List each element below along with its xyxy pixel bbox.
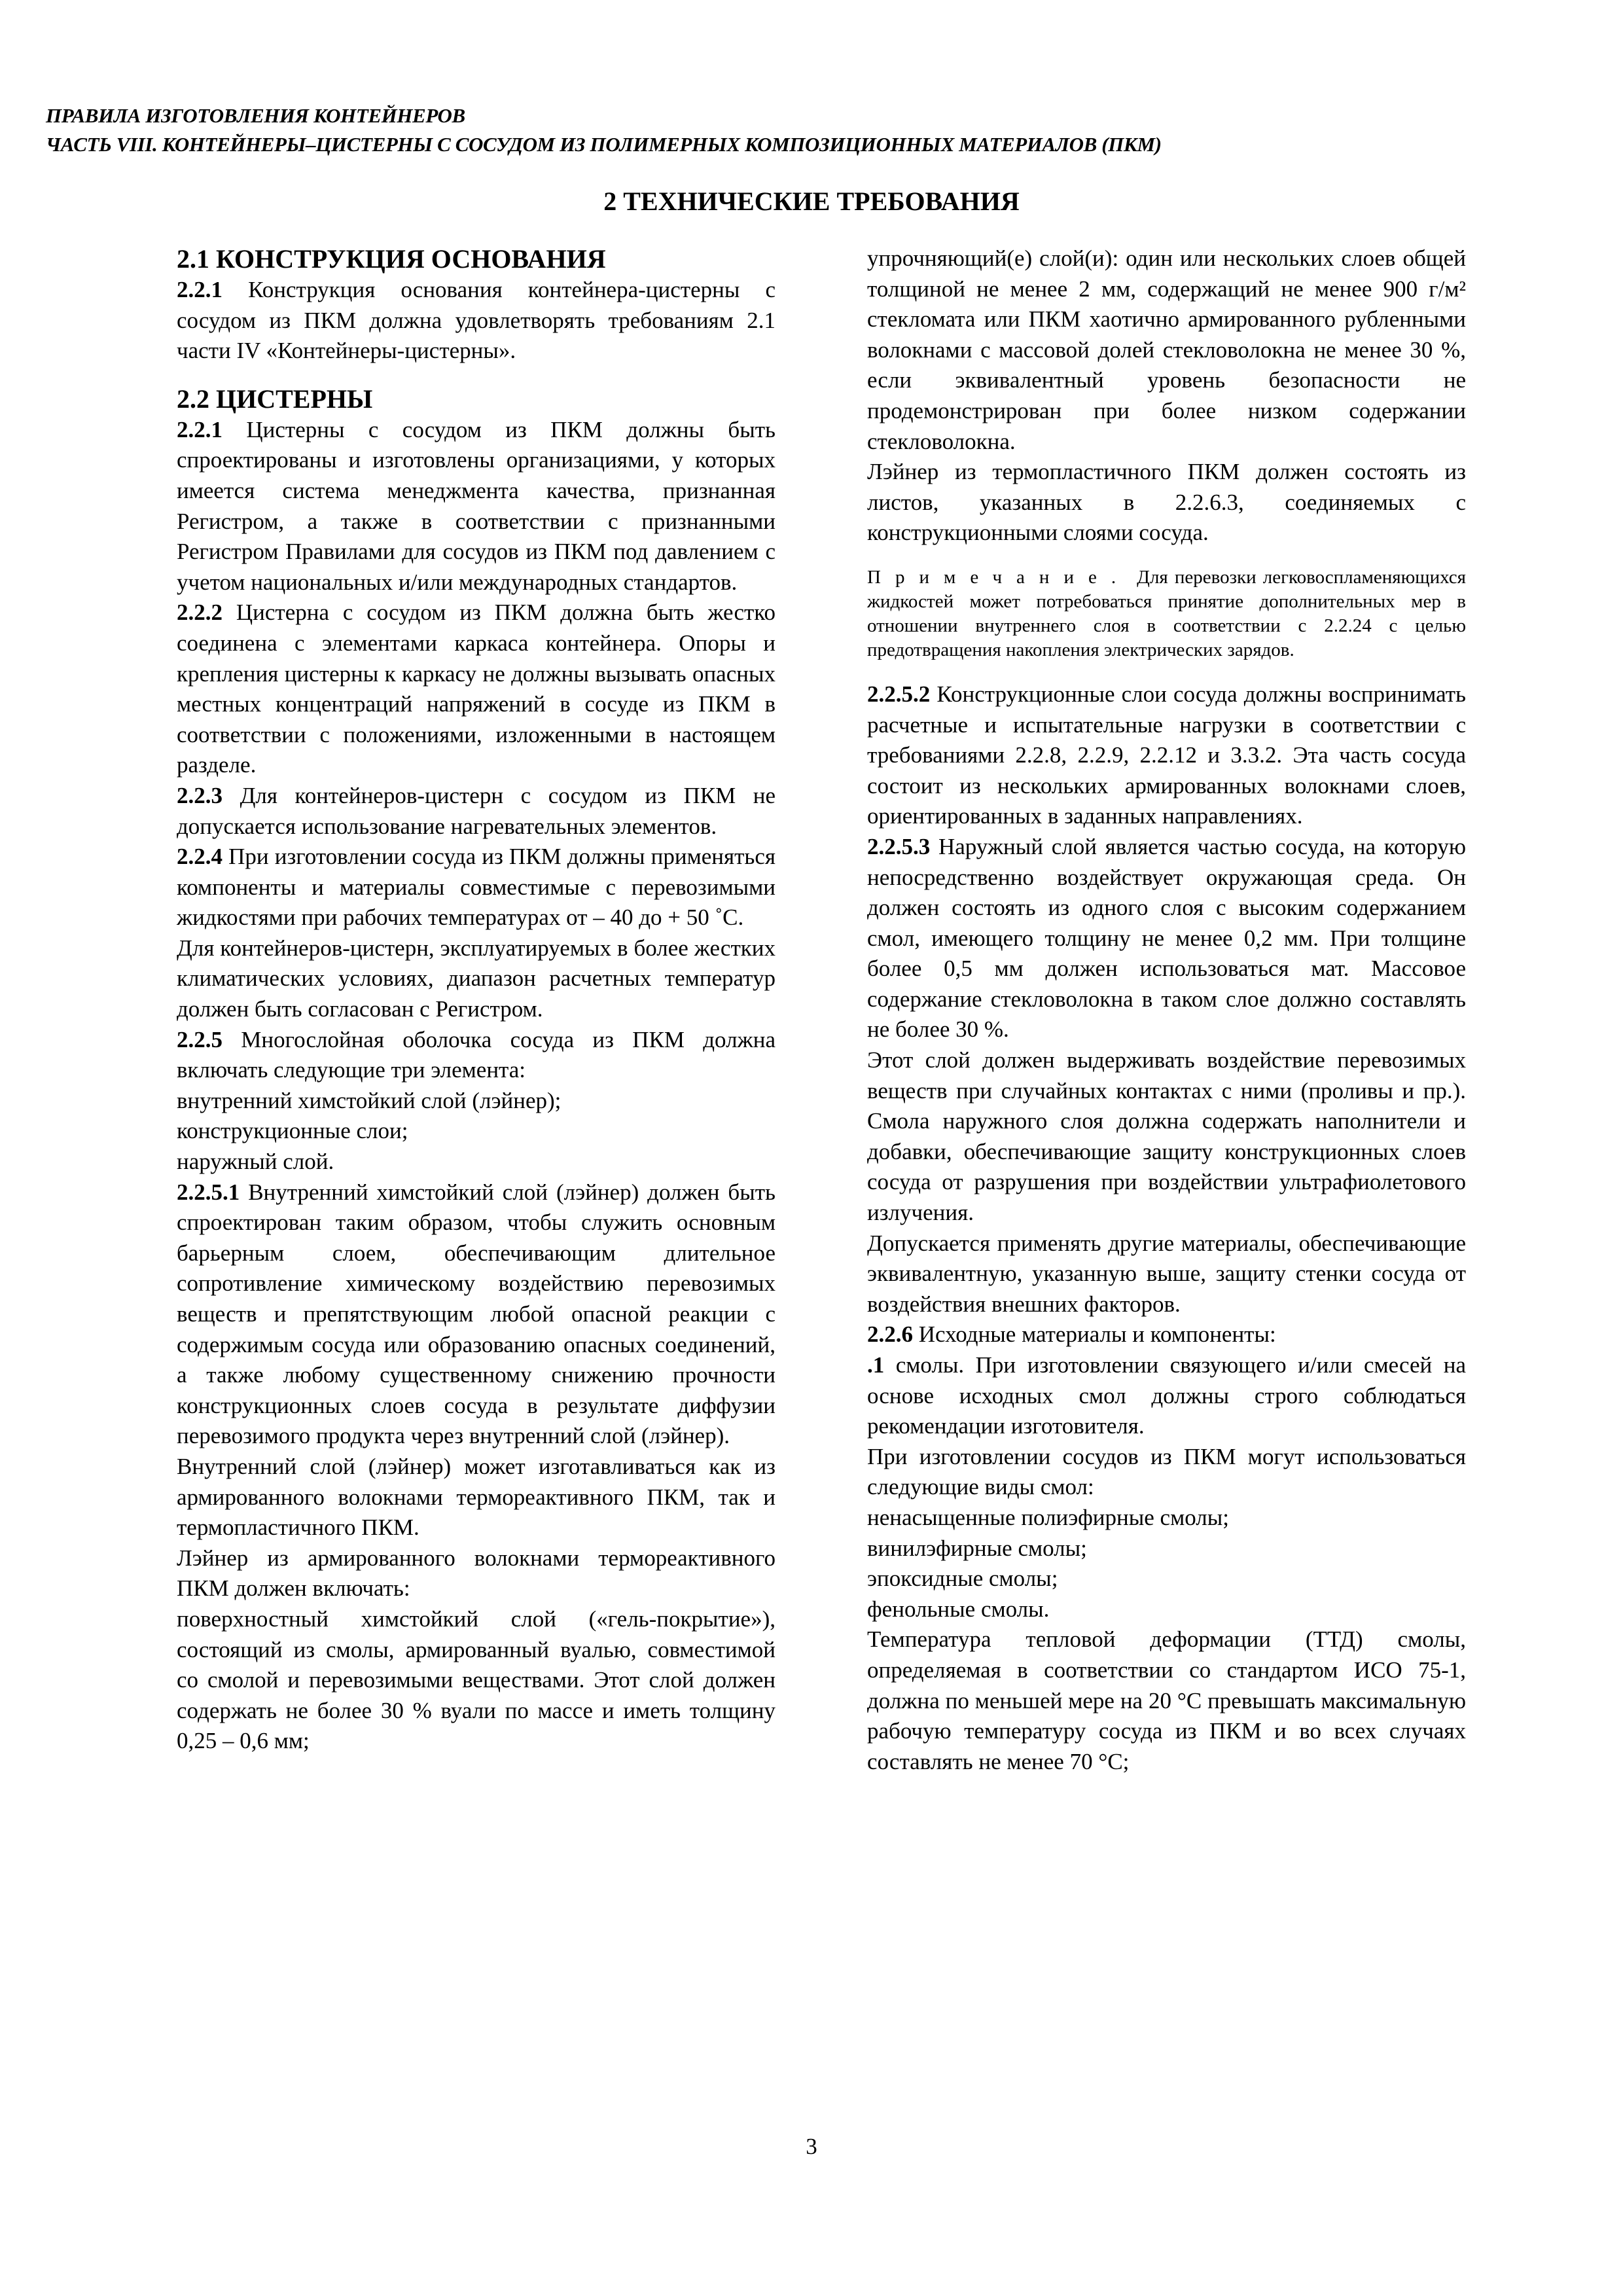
paragraph-2-2-5-1-c: Лэйнер из армированного волокнами термореактивного ПКМ должен включать: [177,1545,776,1602]
clause-text: Исходные материалы и компоненты: [918,1321,1276,1348]
clause-number: 2.2.2 [177,600,223,626]
paragraph-2-2-5-3-c: Допускается применять другие материалы, обеспечивающие эквивалентную, указанную выше, защиту стенки сосуда от воздействия внешних факторов. [867,1230,1466,1317]
clause-number: 2.2.6 [867,1321,913,1348]
page-number: 3 [806,2134,817,2159]
header-part-title: ЧАСТЬ VIII. КОНТЕЙНЕРЫ–ЦИСТЕРНЫ С СОСУДОМ ИЗ ПОЛИМЕРНЫХ КОМПОЗИЦИОННЫХ МАТЕРИАЛОВ (ПКМ) [46,133,1162,156]
clause-text: Конструкционные слои сосуда должны воспринимать расчетные и испытательные нагрузки в соответствии с требованиями 2.2.8, 2.2.9, 2.2.12 и 3.3.2. Эта часть сосуда состоит из нескольких армированных волокнами слоев, ориентированных в заданных направлениях. [867,681,1467,829]
note-label: Примечание. [867,566,1131,588]
clause-number: 2.2.1 [177,277,223,302]
paragraph-2-2-2 [177,598,776,781]
clause-number: 2.2.5.2 [867,681,931,707]
paragraph-reinforcing-layer: упрочняющий(е) слой(и): один или нескольких слоев общей толщиной не менее 2 мм, содержащий не менее 900 г/м² стекломата или ПКМ хаотично армированного рубленными волокнами с массовой долей стекловолокна не менее 30 %, если эквивалентный уровень безопасности не продемонстрирован при более низком содержании стекловолокна. [867,245,1466,454]
paragraph-2-2-6-1 [867,1350,1466,1442]
paragraph-2-2-5 [177,1025,776,1086]
paragraph-2-2-6 [867,1319,1466,1350]
paragraph-2-2-5-3-b: Этот слой должен выдерживать воздействие перевозимых веществ при случайных контактах с ними (проливы и пр.). Смола наружного слоя должна содержать наполнители и добавки, обеспечивающие защиту конструкционных слоев сосуда от разрушения при воздействии ультрафиолетового излучения. [867,1047,1466,1226]
paragraph-2-2-5-2 [867,679,1466,832]
paragraph-2-2-4 [177,842,776,933]
paragraph-thermoplastic-liner: Лэйнер из термопластичного ПКМ должен состоять из листов, указанных в 2.2.6.3, соединяемых с конструкционными слоями сосуда. [867,459,1466,546]
clause-text: Наружный слой является частью сосуда, на которую непосредственно воздействует окружающая среда. Он должен состоять из одного слоя с высоким содержанием смол, имеющего толщину не менее 0,2 мм. При толщине более 0,5 мм должен использоваться мат. Массовое содержание стекловолокна в таком слое должно составлять не более 30 %. [867,833,1467,1043]
paragraph-2-2-5-1-b: Внутренний слой (лэйнер) может изготавливаться как из армированного волокнами термореактивного ПКМ, так и термопластичного ПКМ. [177,1453,776,1541]
clause-text: Конструкция основания контейнера-цистерны с сосудом из ПКМ должна удовлетворять требованиям 2.1 части IV «Контейнеры-цистерны». [177,277,776,364]
paragraph-2-2-4-b: Для контейнеров-цистерн, эксплуатируемых в более жестких климатических условиях, диапазон расчетных температур должен быть согласован с Регистром. [177,935,776,1022]
clause-text: Многослойная оболочка сосуда из ПКМ должна включать следующие три элемента: [177,1026,776,1083]
paragraph-2-2-5-1-d: поверхностный химстойкий слой («гель-покрытие»), состоящий из смолы, армированный вуалью, совместимой со смолой и перевозимыми веществами. Этот слой должен содержать не более 30 % вуали по массе и иметь толщину 0,25 – 0,6 мм; [177,1605,776,1754]
clause-number: 2.2.1 [177,416,223,442]
clause-number: 2.2.5 [177,1026,223,1052]
list-item: фенольные смолы. [867,1596,1050,1622]
list-item: винилэфирные смолы; [867,1535,1087,1561]
clause-text: При изготовлении сосуда из ПКМ должны применяться компоненты и материалы совместимые с перевозимыми жидкостями при рабочих температурах от – 40 до + 50 ˚С. [177,844,776,931]
list-item: внутренний химстойкий слой (лэйнер); [177,1087,562,1113]
list-item: наружный слой. [177,1149,334,1175]
clause-text: смолы. При изготовлении связующего и/или смесей на основе исходных смол должны строго соблюдаться рекомендации изготовителя. [867,1352,1467,1439]
clause-text: Цистерна с сосудом из ПКМ должна быть жестко соединена с элементами каркаса контейнера. Опоры и крепления цистерны к каркасу не должны вызывать опасных местных концентраций напряжений в сосуде из ПКМ в соответствии с положениями, изложенными в настоящем разделе. [177,600,776,778]
clause-number: 2.2.4 [177,844,223,870]
note-text: Для перевозки легковоспламеняющихся жидкостей может потребоваться принятие дополнительных мер в отношении внутреннего слоя в соответствии с 2.2.24 с целью предотвращения накопления электрических зарядов. [867,566,1466,660]
paragraph-2-2-5-1 [177,1177,776,1452]
running-header [46,101,1577,159]
clause-number: 2.2.3 [177,782,223,808]
clause-text: Цистерны с сосудом из ПКМ должны быть спроектированы и изготовлены организациями, у которых имеется система менеджмента качества, признанная Регистром, а также в соответствии с признанными Регистром Правилами для сосудов из ПКМ под давлением с учетом национальных и/или международных стандартов. [177,416,776,595]
clause-text: Внутренний химстойкий слой (лэйнер) должен быть спроектирован таким образом, чтобы служить основным барьерным слоем, обеспечивающим длительное сопротивление химическому воздействию перевозимых веществ и препятствующим любой опасной реакции с содержимым сосуда или образованию опасных соединений, а также любому существенному снижению прочности конструкционных слоев сосуда в результате диффузии перевозимого продукта через внутренний слой (лэйнер). [177,1179,776,1449]
paragraph-2-1-1 [177,275,776,367]
clause-number: .1 [867,1352,885,1378]
list-item: конструкционные слои; [177,1118,408,1144]
paragraph-2-2-1 [177,415,776,598]
header-rules-title: ПРАВИЛА ИЗГОТОВЛЕНИЯ КОНТЕЙНЕРОВ [46,104,465,127]
clause-number: 2.2.5.3 [867,833,931,859]
left-column [177,243,776,1757]
right-column [867,243,1466,1777]
list-item: эпоксидные смолы; [867,1566,1058,1592]
list-item: ненасыщенные полиэфирные смолы; [867,1504,1229,1530]
paragraph-2-2-6-1-b: При изготовлении сосудов из ПКМ могут использоваться следующие виды смол: [867,1443,1466,1500]
paragraph-2-2-3 [177,781,776,842]
clause-text: Для контейнеров-цистерн с сосудом из ПКМ не допускается использование нагревательных элементов. [177,782,776,839]
section-title: 2 ТЕХНИЧЕСКИЕ ТРЕБОВАНИЯ [603,187,1020,216]
paragraph-2-2-5-3 [867,832,1466,1045]
note [867,565,1466,662]
heading-2-1: 2.1 КОНСТРУКЦИЯ ОСНОВАНИЯ [177,244,606,274]
heading-2-2: 2.2 ЦИСТЕРНЫ [177,384,373,414]
paragraph-2-2-6-1-c: Температура тепловой деформации (ТТД) смолы, определяемая в соответствии со стандартом ИСО 75-1, должна по меньшей мере на 20 °С превышать максимальную рабочую температуру сосуда из ПКМ и во всех случаях составлять не менее 70 °С; [867,1626,1466,1774]
clause-number: 2.2.5.1 [177,1179,240,1205]
